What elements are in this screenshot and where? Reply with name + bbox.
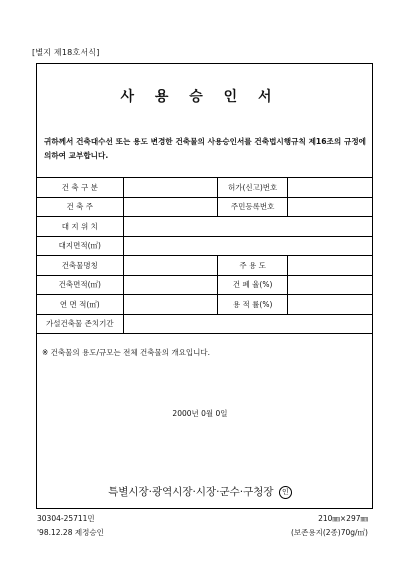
row-label: 주민등록번호	[217, 197, 287, 217]
table-row	[37, 178, 373, 198]
row-label: 용 적 률(%)	[217, 295, 287, 315]
row-label: 건 축 구 분	[37, 178, 124, 198]
row-label: 허가(신고)번호	[217, 178, 287, 198]
footer-size: 210㎜×297㎜	[318, 514, 368, 523]
row-value-field[interactable]	[123, 197, 217, 217]
row-value-field[interactable]	[123, 275, 217, 295]
footer-code: 30304-25711민	[37, 514, 95, 523]
issuer-signature	[0, 484, 400, 499]
row-value-field[interactable]	[123, 295, 217, 315]
seal-mark: 인	[279, 486, 292, 499]
row-label: 대지면적(㎡)	[37, 236, 124, 256]
table-row	[37, 295, 373, 315]
document-title: 사 용 승 인 서	[120, 89, 280, 105]
row-label: 건축면적(㎡)	[37, 275, 124, 295]
row-label: 가설건축물 존치기간	[37, 314, 124, 334]
table-row	[37, 314, 373, 334]
row-label: 건 폐 율(%)	[217, 275, 287, 295]
scope-note: ※ 건축물의 용도/규모는 전체 건축물의 개요입니다.	[42, 348, 211, 357]
form-number-label: [별지 제18호서식]	[32, 48, 100, 57]
row-value-field[interactable]	[288, 295, 373, 315]
row-value-field[interactable]	[123, 236, 372, 256]
row-label: 대 지 위 치	[37, 217, 124, 237]
row-value-field[interactable]	[288, 256, 373, 276]
table-row	[37, 256, 373, 276]
row-value-field[interactable]	[123, 217, 372, 237]
row-value-field[interactable]	[288, 178, 373, 198]
issuer-title: 특별시장·광역시장·시장·군수·구청장	[108, 486, 274, 498]
row-value-field[interactable]	[123, 256, 217, 276]
row-label: 건축물명칭	[37, 256, 124, 276]
row-value-field[interactable]	[288, 197, 373, 217]
footer-paper: (보존용지(2종)70g/㎡)	[290, 528, 368, 537]
table-row	[37, 236, 373, 256]
table-row	[37, 197, 373, 217]
issue-date: 2000년 0월 0일	[172, 409, 228, 418]
row-label: 주 용 도	[217, 256, 287, 276]
table-row	[37, 275, 373, 295]
row-label: 건 축 주	[37, 197, 124, 217]
info-table	[36, 177, 373, 334]
intro-text: 귀하께서 건축대수선 또는 용도 변경한 건축물의 사용승인서를 건축법시행규칙 제16조의 규정에 의하여 교부합니다.	[44, 137, 366, 160]
row-label: 연 면 적(㎡)	[37, 295, 124, 315]
row-value-field[interactable]	[123, 178, 217, 198]
table-row	[37, 217, 373, 237]
row-value-field[interactable]	[123, 314, 372, 334]
row-value-field[interactable]	[288, 275, 373, 295]
footer-approval: '98.12.28 제정승인	[37, 528, 104, 537]
